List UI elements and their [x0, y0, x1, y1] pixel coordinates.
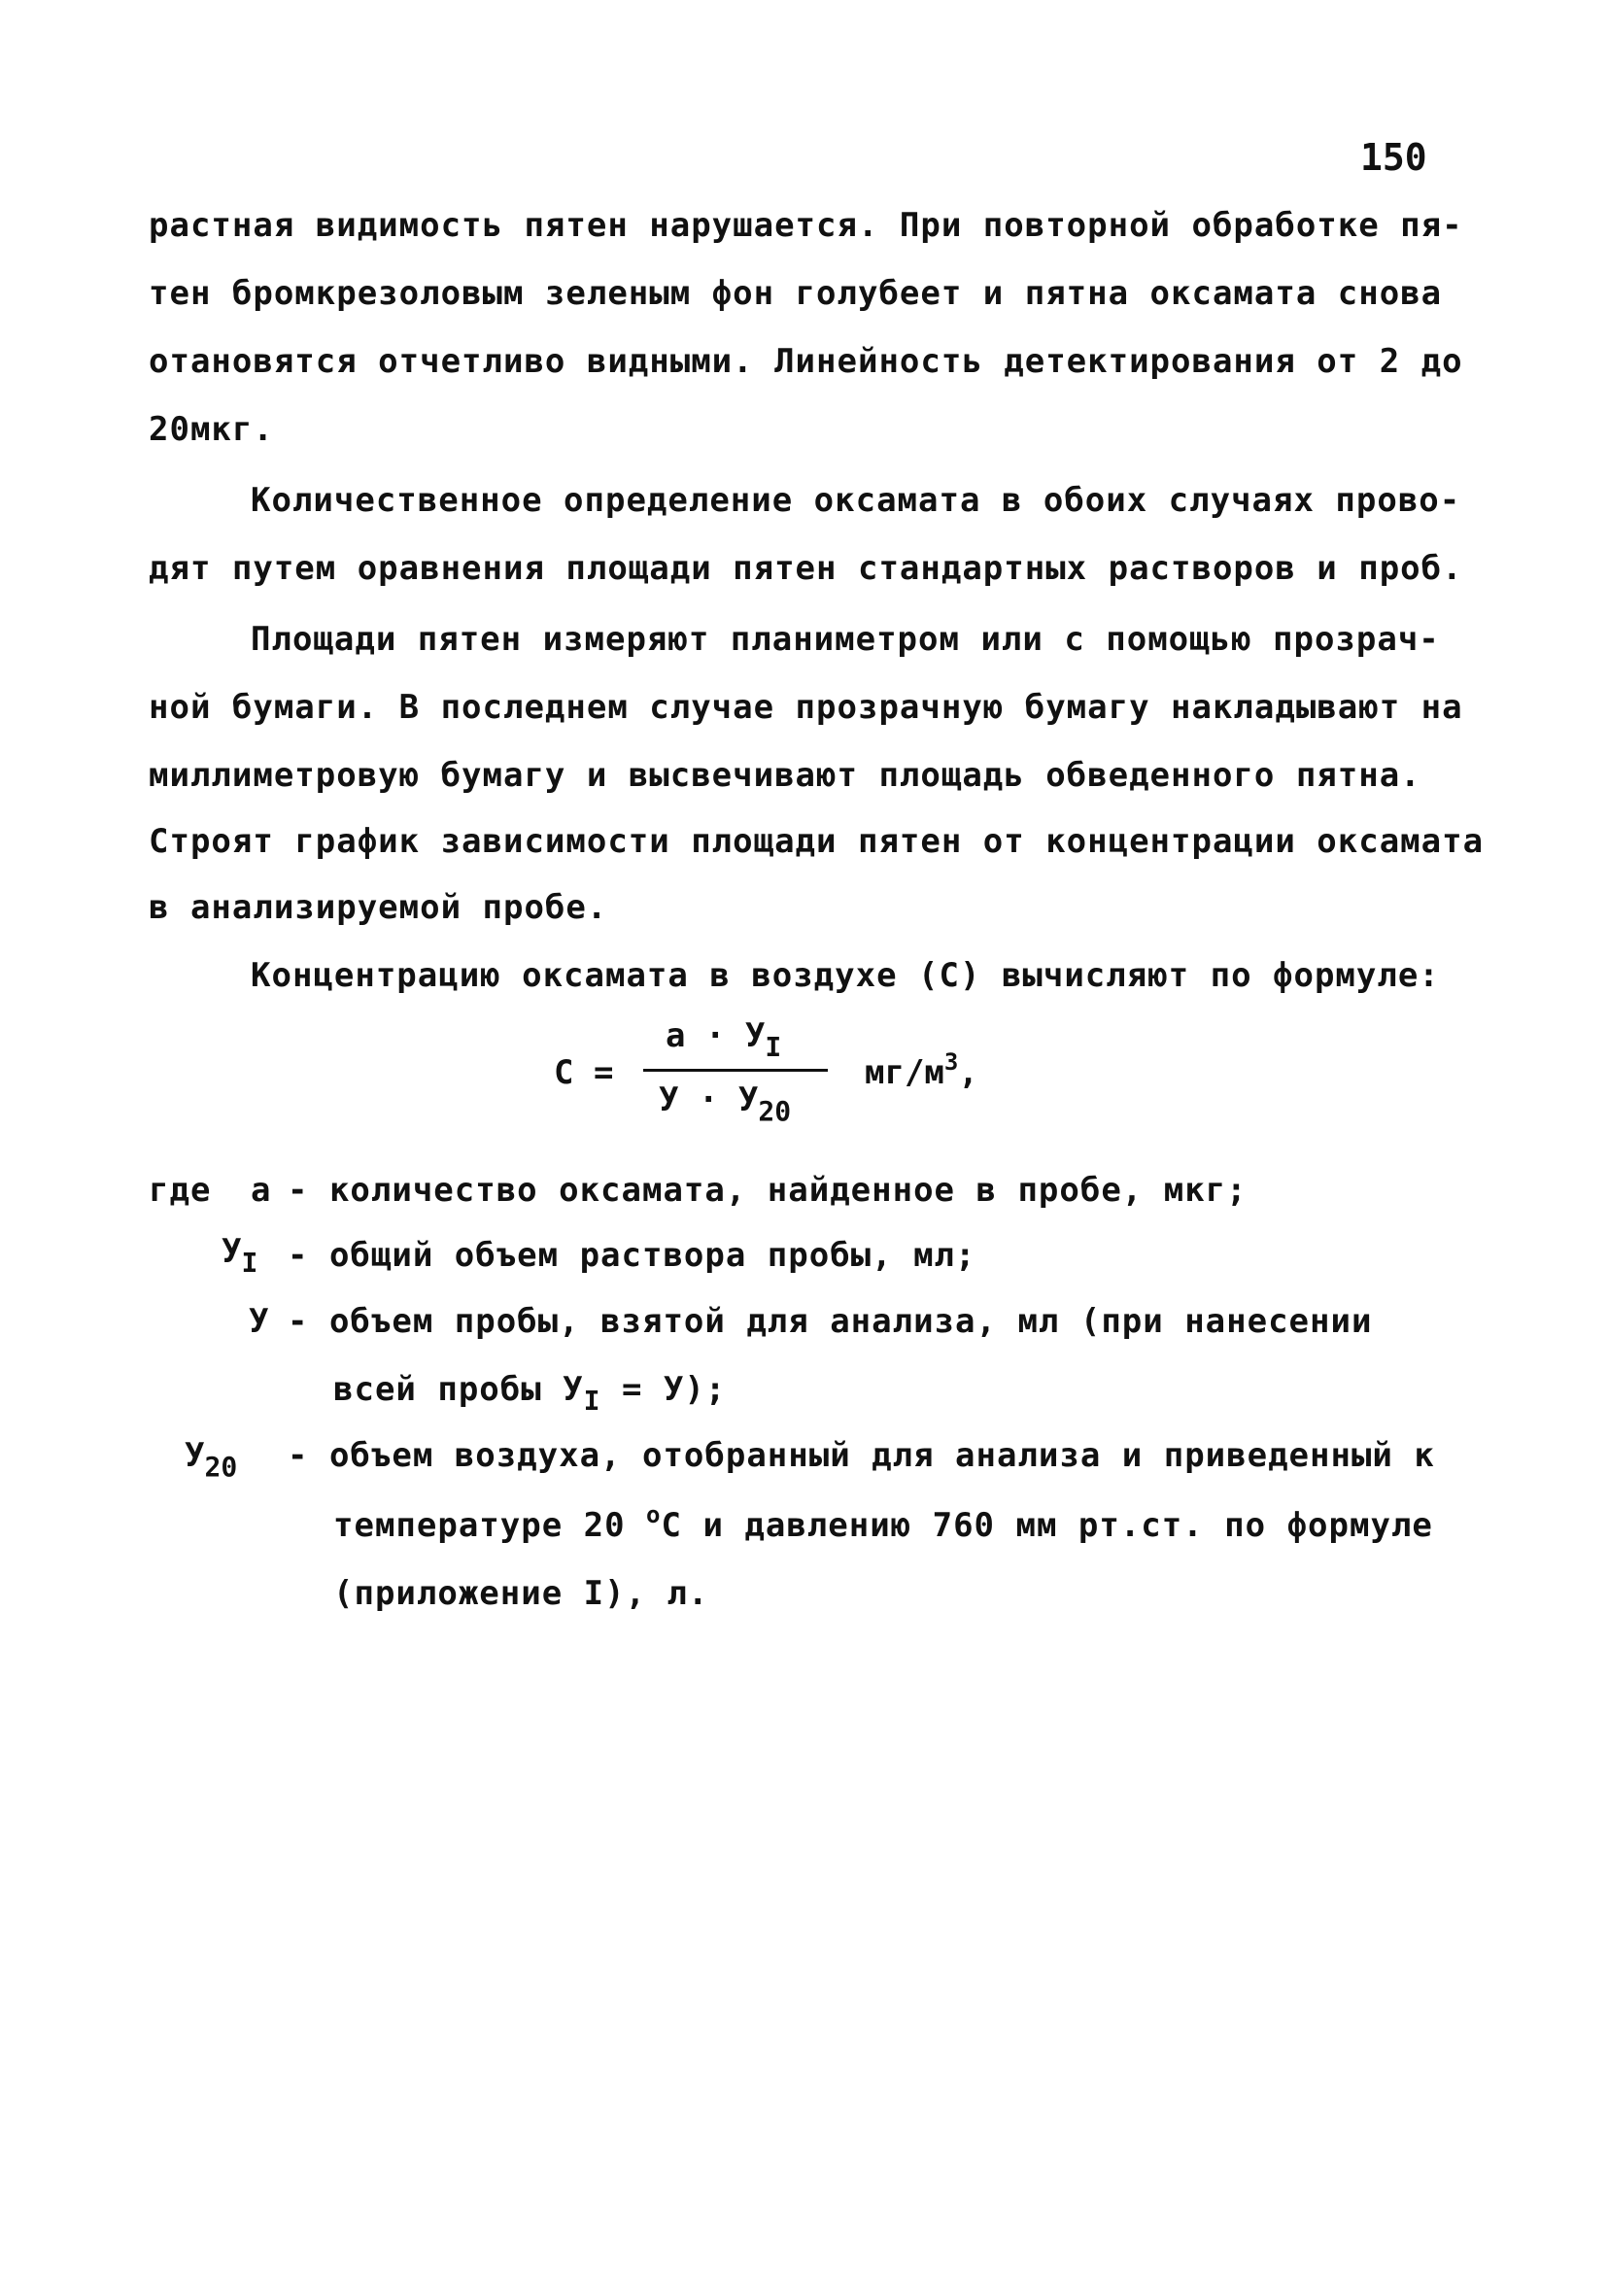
text-line: Строят график зависимости площади пятен от концентрации оксамата	[149, 822, 1485, 861]
text-line: тен бромкрезоловым зеленым фон голубеет и пятна оксамата снова	[149, 274, 1443, 313]
text-line: Площади пятен измеряют планиметром или с помощью прозрач-	[251, 620, 1440, 659]
text-line: отановятся отчетливо видными. Линейность детектирования от 2 до	[149, 342, 1463, 381]
formula	[554, 1011, 1040, 1147]
definition-y-text-2: всей пробы $У_I = У$);	[333, 1370, 727, 1417]
formula-unit: $мг/м^3$,	[865, 1048, 978, 1092]
fraction-bar	[643, 1069, 828, 1072]
text-line: Количественное определение оксамата в обоих случаях прово-	[251, 481, 1461, 520]
text-line: миллиметровую бумагу и высвечивают площадь обведенного пятна.	[149, 756, 1421, 795]
page-number: 150	[1360, 136, 1427, 179]
text-line: дят путем оравнения площади пятен стандартных растворов и проб.	[149, 549, 1463, 588]
definition-y-text-1: - объем пробы, взятой для анализа, мл (при нанесении	[288, 1302, 1373, 1341]
definition-y20-text-1: - объем воздуха, отобранный для анализа и приведенный к	[288, 1436, 1435, 1475]
definition-y-symbol: У	[249, 1302, 269, 1341]
definitions-intro: где	[149, 1171, 212, 1210]
definition-a-text: - количество оксамата, найденное в пробе, мкг;	[288, 1171, 1248, 1210]
definition-a-symbol: а	[251, 1171, 272, 1210]
text-line: в анализируемой пробе.	[149, 888, 608, 927]
formula-numerator: $а \cdot У_I$	[666, 1016, 782, 1063]
definition-y20-text-3: (приложение I), л.	[333, 1574, 709, 1613]
text-line: 20мкг.	[149, 410, 274, 449]
definition-y20-symbol: $У_{20}$	[185, 1436, 238, 1483]
definition-y20-text-2: температуре 20 $^о$С и давлению 760 мм рт.ст. по формуле	[333, 1501, 1433, 1545]
text-line: ной бумаги. В последнем случае прозрачную бумагу накладывают на	[149, 688, 1463, 727]
text-line: растная видимость пятен нарушается. При повторной обработке пя-	[149, 206, 1463, 245]
formula-denominator: $У \cdot У_{20}$	[659, 1080, 792, 1127]
definition-y1-text: - общий объем раствора пробы, мл;	[288, 1236, 976, 1275]
formula-lhs: С =	[554, 1053, 614, 1092]
text-line: Концентрацию оксамата в воздухе (С) вычисляют по формуле:	[251, 956, 1440, 995]
definition-y1-symbol: $У_I$	[222, 1232, 258, 1279]
